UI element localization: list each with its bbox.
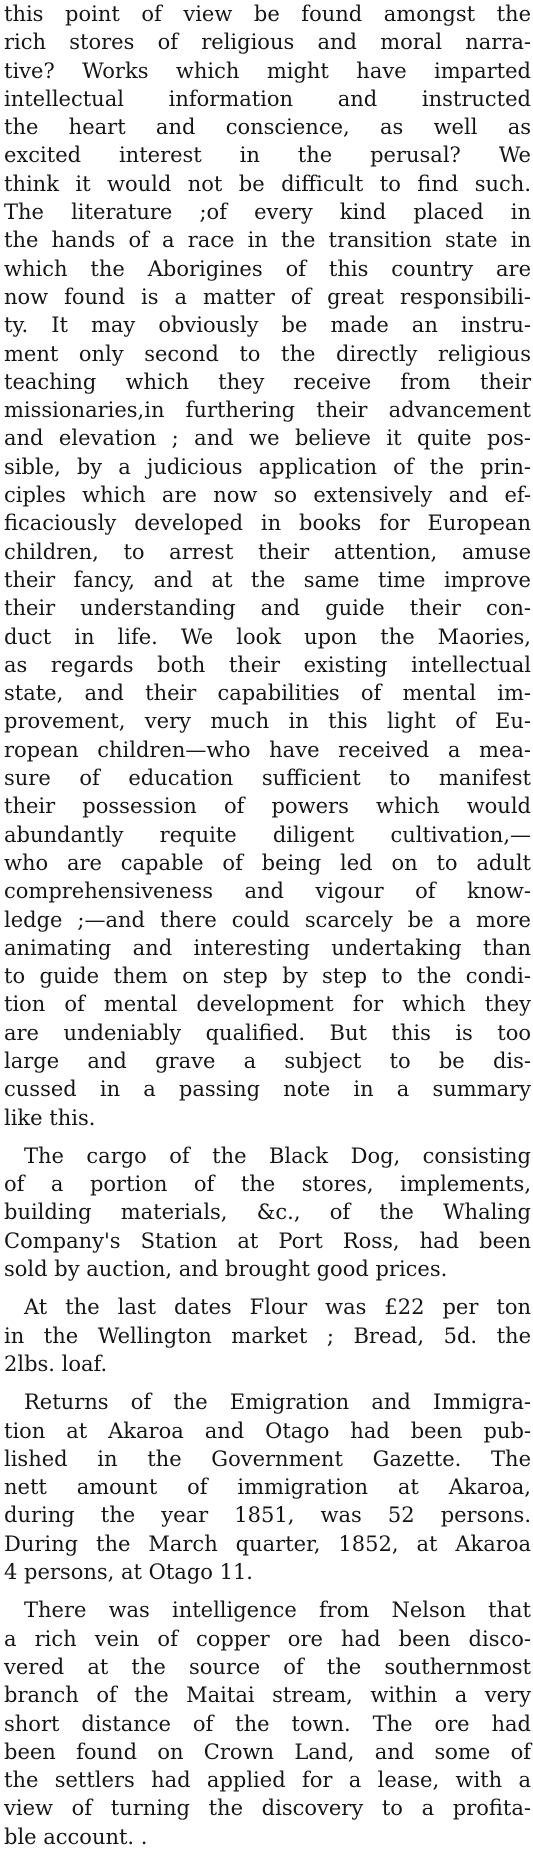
text-line: the hands of a race in the transition state in	[4, 228, 531, 253]
text-line: At the last dates Flour was £22 per ton	[24, 1295, 531, 1320]
text-line: comprehensiveness and vigour of know-	[4, 879, 531, 904]
text-line: children, to arrest their attention, amuse	[4, 539, 531, 564]
text-line: abundantly requite diligent cultivation,—	[4, 822, 531, 847]
text-line: view of turning the discovery to a profita-	[4, 1796, 531, 1821]
text-line: their possession of powers which would	[4, 794, 531, 819]
text-line: think it would not be difficult to find such.	[4, 171, 531, 196]
text-line: a rich vein of copper ore had been disco-	[4, 1626, 531, 1651]
text-line: tion of mental development for which they	[4, 992, 531, 1017]
text-line: and elevation ; and we believe it quite pos-	[4, 426, 531, 451]
text-line: excited interest in the perusal? We	[4, 143, 531, 168]
text-line: ment only second to the directly religious	[4, 341, 531, 366]
text-line: teaching which they receive from their	[4, 369, 531, 394]
paragraph-flour-prices	[4, 1293, 531, 1378]
text-line: The cargo of the Black Dog, consisting	[24, 1143, 531, 1168]
text-line: are undeniably qualified. But this is too	[4, 1020, 531, 1045]
text-line: ledge ;—and there could scarcely be a more	[4, 907, 531, 932]
paragraph-religious-literature	[4, 0, 531, 1132]
text-line: duct in life. We look upon the Maories,	[4, 624, 531, 649]
text-line: large and grave a subject to be dis-	[4, 1048, 531, 1073]
text-line: intellectual information and instructed	[4, 86, 531, 111]
text-line: ropean children—who have received a mea-	[4, 737, 531, 762]
text-line: tion at Akaroa and Otago had been pub-	[4, 1418, 531, 1443]
text-line: their fancy, and at the same time improve	[4, 567, 531, 592]
text-line: rich stores of religious and moral narra-	[4, 30, 531, 55]
text-line: vered at the source of the southernmost	[4, 1654, 531, 1679]
text-line: ficaciously developed in books for European	[4, 511, 531, 536]
text-line: ty. It may obviously be made an instru-	[4, 313, 531, 338]
text-line: Returns of the Emigration and Immigra-	[24, 1390, 531, 1415]
text-line: building materials, &c., of the Whaling	[4, 1200, 531, 1225]
article-column	[4, 0, 531, 1851]
text-line: as regards both their existing intellectual	[4, 652, 531, 677]
text-line: now found is a matter of great responsibili-	[4, 284, 531, 309]
text-line: ble account. .	[4, 1824, 148, 1849]
text-line: Company's Station at Port Ross, had been	[4, 1228, 531, 1253]
text-line: this point of view be found amongst the	[4, 2, 531, 26]
text-line: nett amount of immigration at Akaroa,	[4, 1475, 531, 1500]
text-line: of a portion of the stores, implements,	[4, 1172, 531, 1197]
paragraph-black-dog-cargo	[4, 1142, 531, 1283]
text-line: provement, very much in this light of Eu-	[4, 709, 531, 734]
text-line: to guide them on step by step to the condi-	[4, 964, 531, 989]
text-line: like this.	[4, 1105, 96, 1130]
text-line: There was intelligence from Nelson that	[24, 1598, 531, 1623]
text-line: the settlers had applied for a lease, with a	[4, 1768, 531, 1793]
text-line: short distance of the town. The ore had	[4, 1711, 531, 1736]
text-line: who are capable of being led on to adult	[4, 850, 531, 875]
text-line: the heart and conscience, as well as	[4, 115, 531, 140]
text-line: animating and interesting undertaking than	[4, 935, 531, 960]
text-line: 4 persons, at Otago 11.	[4, 1560, 253, 1585]
paragraph-gap	[4, 1586, 531, 1596]
text-line: been found on Crown Land, and some of	[4, 1739, 531, 1764]
text-line: missionaries,in furthering their advancement	[4, 398, 531, 423]
paragraph-gap	[4, 1283, 531, 1293]
text-line: sold by auction, and brought good prices.	[4, 1257, 448, 1282]
text-line: sible, by a judicious application of the prin-	[4, 454, 531, 479]
text-line: in the Wellington market ; Bread, 5d. the	[4, 1323, 531, 1348]
text-line: sure of education sufficient to manifest	[4, 766, 531, 791]
text-line: tive? Works which might have imparted	[4, 58, 531, 83]
paragraph-gap	[4, 1378, 531, 1388]
text-line: branch of the Maitai stream, within a very	[4, 1683, 531, 1708]
paragraph-copper-ore	[4, 1596, 531, 1851]
text-line: lished in the Government Gazette. The	[4, 1446, 531, 1471]
paragraph-gap	[4, 1132, 531, 1142]
text-line: The literature ;of every kind placed in	[4, 200, 531, 225]
paragraph-emigration-returns	[4, 1388, 531, 1586]
text-line: cussed in a passing note in a summary	[4, 1077, 531, 1102]
text-line: During the March quarter, 1852, at Akaroa	[4, 1531, 531, 1556]
text-line: ciples which are now so extensively and ef-	[4, 483, 531, 508]
text-line: state, and their capabilities of mental im-	[4, 681, 531, 706]
text-line: 2lbs. loaf.	[4, 1351, 108, 1376]
text-line: during the year 1851, was 52 persons.	[4, 1503, 531, 1528]
text-line: which the Aborigines of this country are	[4, 256, 531, 281]
text-line: their understanding and guide their con-	[4, 596, 531, 621]
